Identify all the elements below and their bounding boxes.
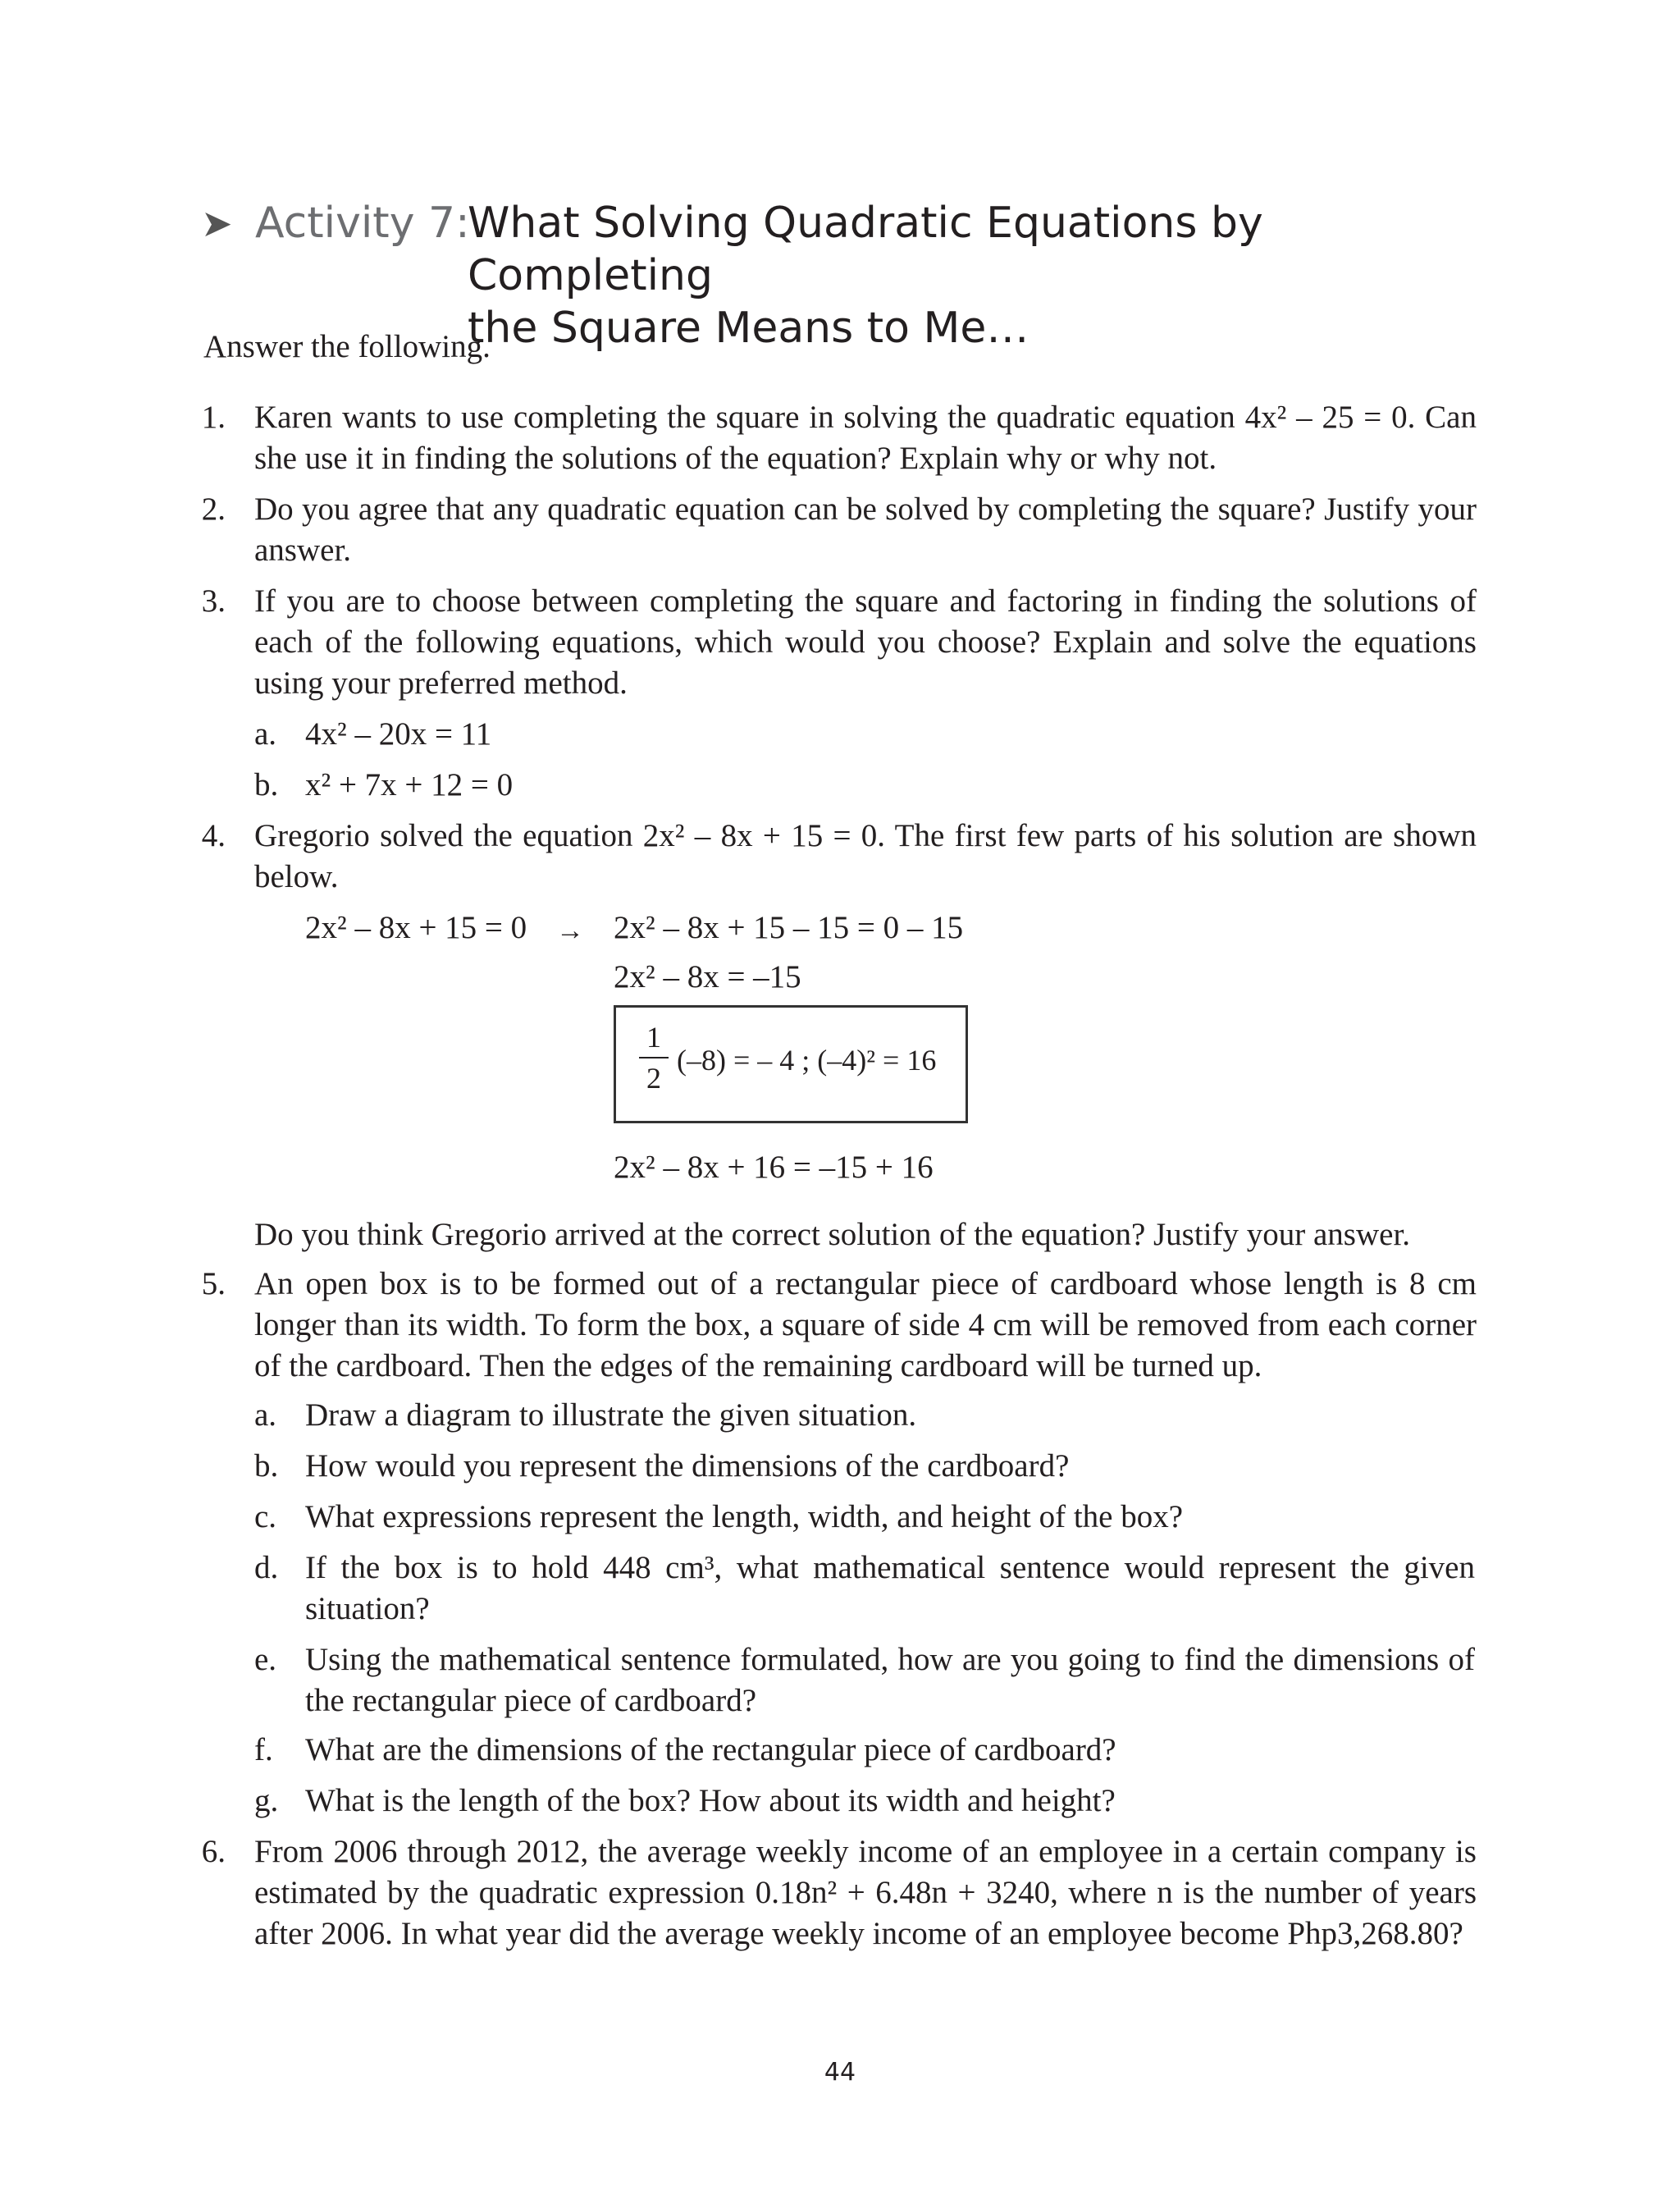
one-half-fraction <box>637 1021 670 1095</box>
q5a-text: Draw a diagram to illustrate the given situation. <box>305 1397 917 1433</box>
q4-boxed-step <box>614 1005 968 1123</box>
instruction: Answer the following. <box>203 329 491 364</box>
q5b-letter: b. <box>254 1448 279 1484</box>
q5d-text: If the box is to hold 448 cm³, what mathematical sentence would represent the given situation? <box>305 1550 1475 1626</box>
q5a-letter: a. <box>254 1397 277 1433</box>
q4-number: 4. <box>201 818 226 853</box>
q6-text: From 2006 through 2012, the average weekly income of an employee in a certain company is estimated by the quadratic expression 0.18n² + 6.48n + 3240, where n is the number of years after 2006. In what year did the average weekly income of an employee become Php3,268.80? <box>254 1834 1477 1951</box>
q4-step1-left: 2x² – 8x + 15 = 0 <box>305 910 527 945</box>
q3a-equation: 4x² – 20x = 11 <box>305 716 492 752</box>
q5e-text: Using the mathematical sentence formulated, how are you going to find the dimensions of the rectangular piece of cardboard? <box>305 1642 1475 1718</box>
q5c-text: What expressions represent the length, width, and height of the box? <box>305 1499 1184 1534</box>
fraction-bar <box>639 1057 669 1058</box>
q6-number: 6. <box>201 1834 226 1869</box>
q3a-letter: a. <box>254 716 277 752</box>
activity-title-line-2: the Square Means to Me… <box>468 304 1029 353</box>
q1-text: Karen wants to use completing the square in solving the quadratic equation 4x² – 25 = 0. Can she use it in finding the solutions of the equation? Explain why or why not. <box>254 400 1477 476</box>
q1-number: 1. <box>201 400 226 435</box>
q2-number: 2. <box>201 491 226 527</box>
q4-step1-right: 2x² – 8x + 15 – 15 = 0 – 15 <box>614 910 964 945</box>
page-number: 44 <box>824 2058 856 2087</box>
q4-step2: 2x² – 8x = –15 <box>614 959 801 994</box>
q5g-letter: g. <box>254 1783 279 1818</box>
arrow-bullet-icon: ➤ <box>201 201 233 245</box>
q4-text: Gregorio solved the equation 2x² – 8x + 15 = 0. The first few parts of his solution are shown below. <box>254 818 1477 894</box>
q5-text: An open box is to be formed out of a rectangular piece of cardboard whose length is 8 cm longer than its width. To form the box, a square of side 4 cm will be removed from each corner of the cardboard. Then the edges of the remaining cardboard will be turned up. <box>254 1266 1477 1383</box>
q5c-letter: c. <box>254 1499 277 1534</box>
q4-step3: 2x² – 8x + 16 = –15 + 16 <box>614 1150 934 1185</box>
q3-number: 3. <box>201 583 226 619</box>
boxed-expression: (–8) = – 4 ; (–4)² = 16 <box>677 1044 937 1077</box>
q5f-letter: f. <box>254 1732 273 1767</box>
q4-question: Do you think Gregorio arrived at the correct solution of the equation? Justify your answer. <box>254 1217 1411 1252</box>
activity-title <box>468 197 1452 354</box>
q3b-equation: x² + 7x + 12 = 0 <box>305 767 514 802</box>
q2-text: Do you agree that any quadratic equation can be solved by completing the square? Justify your answer. <box>254 491 1477 568</box>
right-arrow-icon: → <box>556 916 584 946</box>
q5-number: 5. <box>201 1266 226 1301</box>
q5d-letter: d. <box>254 1550 279 1585</box>
activity-label: Activity 7: <box>255 199 470 248</box>
q5f-text: What are the dimensions of the rectangular piece of cardboard? <box>305 1732 1116 1767</box>
q5b-text: How would you represent the dimensions of the cardboard? <box>305 1448 1070 1484</box>
q5e-letter: e. <box>254 1642 277 1677</box>
fraction-numerator: 1 <box>646 1021 661 1054</box>
activity-title-line-1: What Solving Quadratic Equations by Completing <box>468 199 1263 300</box>
q3b-letter: b. <box>254 767 279 802</box>
fraction-denominator: 2 <box>646 1062 661 1095</box>
q5g-text: What is the length of the box? How about its width and height? <box>305 1783 1116 1818</box>
q3-text: If you are to choose between completing the square and factoring in finding the solutions of each of the following equations, which would you choose? Explain and solve the equations using your preferred method. <box>254 583 1477 701</box>
